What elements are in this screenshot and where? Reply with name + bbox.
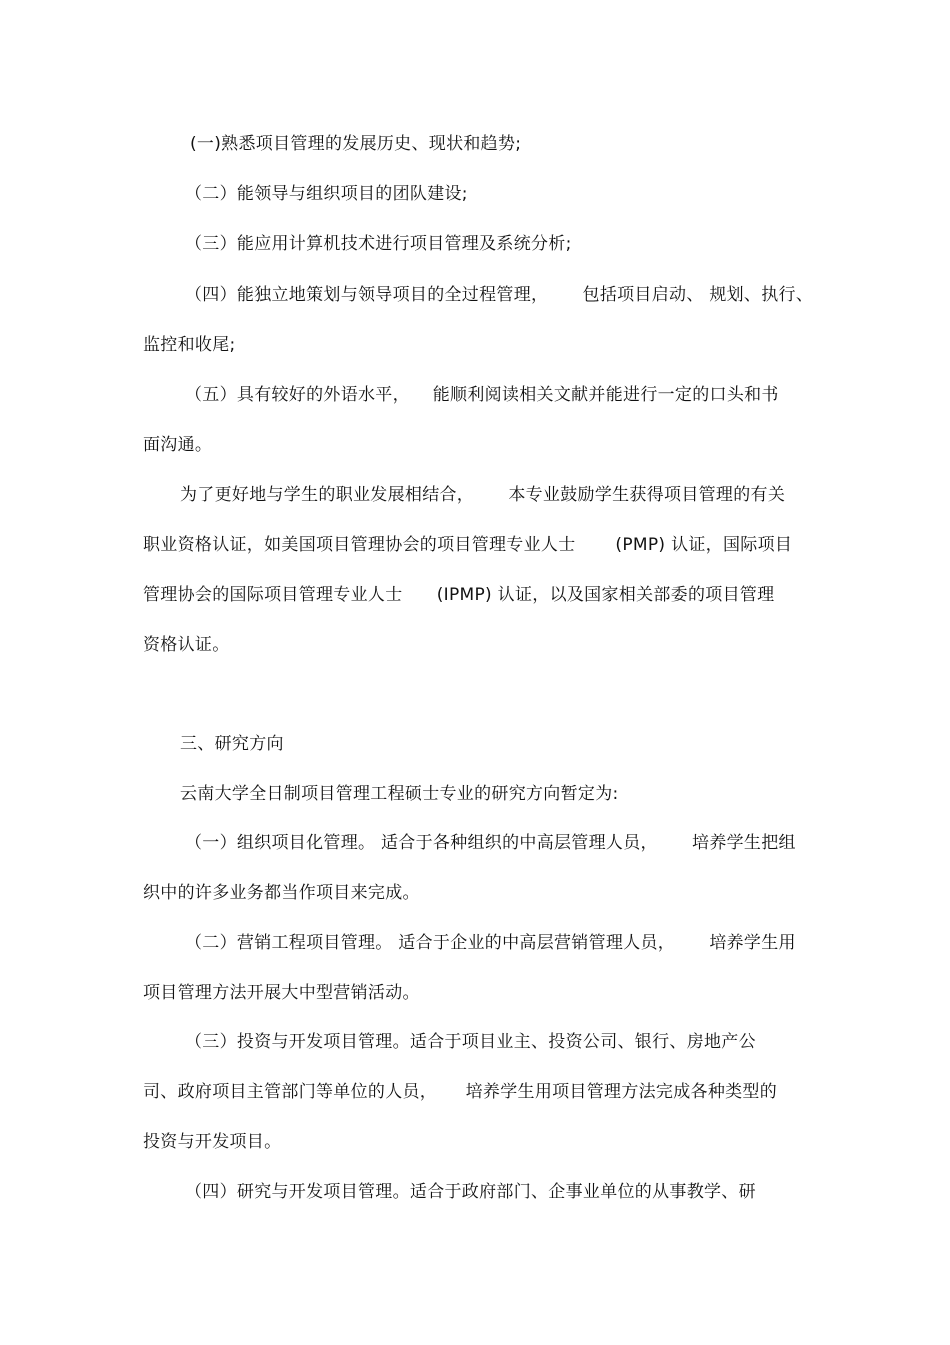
text-line-7: 面沟通。 — [143, 435, 213, 455]
text-line-17: 项目管理方法开展大中型营销活动。 — [143, 983, 420, 1003]
text-line-9: 职业资格认证，如美国项目管理协会的项目管理专业人士 (PMP) 认证，国际项目 — [143, 535, 793, 555]
section-heading: 三、研究方向 — [180, 734, 284, 754]
text-line-21: （四）研究与开发项目管理。适合于政府部门、企事业单位的从事教学、研 — [185, 1182, 756, 1202]
text-line-6: （五）具有较好的外语水平， 能顺利阅读相关文献并能进行一定的口头和书 — [185, 385, 779, 405]
text-line-15: 织中的许多业务都当作项目来完成。 — [143, 883, 420, 903]
text-line-3: （三）能应用计算机技术进行项目管理及系统分析; — [185, 234, 572, 254]
text-line-13: 云南大学全日制项目管理工程硕士专业的研究方向暂定为: — [180, 784, 619, 804]
text-line-16: （二）营销工程项目管理。 适合于企业的中高层营销管理人员， 培养学生用 — [185, 933, 796, 953]
text-line-5: 监控和收尾; — [143, 335, 236, 355]
text-line-20: 投资与开发项目。 — [143, 1132, 282, 1152]
text-line-1: (一)熟悉项目管理的发展历史、现状和趋势; — [190, 134, 522, 154]
text-line-18: （三）投资与开发项目管理。适合于项目业主、投资公司、银行、房地产公 — [185, 1032, 756, 1052]
text-line-8: 为了更好地与学生的职业发展相结合， 本专业鼓励学生获得项目管理的有关 — [180, 485, 786, 505]
text-line-19: 司、政府项目主管部门等单位的人员， 培养学生用项目管理方法完成各种类型的 — [143, 1082, 778, 1102]
text-line-11: 资格认证。 — [143, 635, 230, 655]
text-line-4: （四）能独立地策划与领导项目的全过程管理， 包括项目启动、 规划、执行、 — [185, 285, 814, 305]
text-line-10: 管理协会的国际项目管理专业人士 (IPMP) 认证，以及国家相关部委的项目管理 — [143, 585, 775, 605]
text-line-14: （一）组织项目化管理。 适合于各种组织的中高层管理人员， 培养学生把组 — [185, 833, 796, 853]
text-line-2: （二）能领导与组织项目的团队建设; — [185, 184, 468, 204]
